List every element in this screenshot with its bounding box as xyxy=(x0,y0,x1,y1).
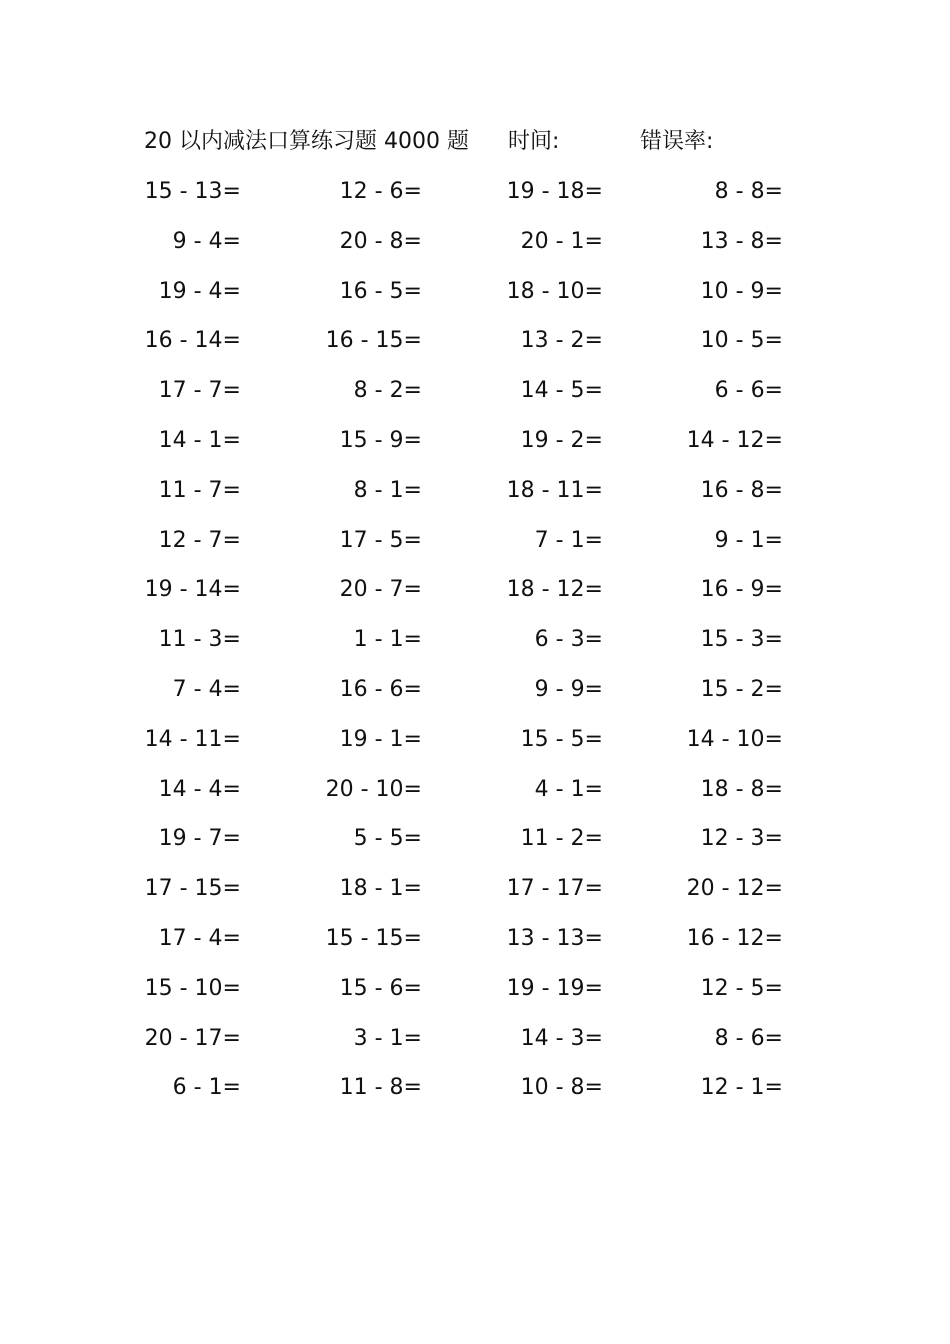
problem-item: 15 - 9= xyxy=(339,427,422,453)
problem-item: 17 - 4= xyxy=(158,925,241,951)
problem-item: 11 - 2= xyxy=(520,826,603,852)
problem-item: 16 - 8= xyxy=(700,477,783,503)
problem-item: 11 - 7= xyxy=(158,477,241,503)
problem-item: 10 - 5= xyxy=(700,328,783,354)
problem-item: 5 - 5= xyxy=(353,826,422,852)
problem-row xyxy=(0,373,950,423)
problem-item: 16 - 15= xyxy=(325,328,422,354)
problem-item: 8 - 8= xyxy=(714,179,783,204)
problem-row xyxy=(0,971,950,1021)
problem-item: 13 - 13= xyxy=(506,925,603,951)
problem-item: 7 - 1= xyxy=(534,527,603,553)
problem-row xyxy=(0,722,950,772)
problem-item: 20 - 10= xyxy=(325,776,422,802)
problem-item: 19 - 4= xyxy=(158,278,241,304)
problem-row xyxy=(0,523,950,573)
problem-item: 14 - 10= xyxy=(686,726,783,752)
error-rate-label: 错误率: xyxy=(640,129,714,154)
problem-item: 18 - 11= xyxy=(506,477,603,503)
problem-item: 17 - 7= xyxy=(158,378,241,404)
problem-item: 14 - 4= xyxy=(158,776,241,802)
problem-item: 20 - 12= xyxy=(686,876,783,902)
problem-item: 7 - 4= xyxy=(172,676,241,702)
problem-item: 18 - 8= xyxy=(700,776,783,802)
problem-item: 13 - 2= xyxy=(520,328,603,354)
problem-item: 20 - 17= xyxy=(144,1025,241,1051)
problem-row xyxy=(0,921,950,971)
problem-item: 18 - 12= xyxy=(506,577,603,603)
problem-item: 15 - 6= xyxy=(339,975,422,1001)
problem-item: 14 - 3= xyxy=(520,1025,603,1051)
problem-item: 17 - 17= xyxy=(506,876,603,902)
problem-row xyxy=(0,622,950,672)
problem-item: 12 - 6= xyxy=(339,179,422,204)
problem-item: 20 - 7= xyxy=(339,577,422,603)
problem-item: 19 - 1= xyxy=(339,726,422,752)
problem-row xyxy=(0,821,950,871)
problem-row xyxy=(0,572,950,622)
problem-item: 10 - 8= xyxy=(520,1075,603,1101)
problem-item: 15 - 10= xyxy=(144,975,241,1001)
problem-item: 14 - 1= xyxy=(158,427,241,453)
problem-row xyxy=(0,174,950,224)
problem-item: 15 - 15= xyxy=(325,925,422,951)
problem-row xyxy=(0,423,950,473)
problem-row xyxy=(0,871,950,921)
problem-item: 16 - 5= xyxy=(339,278,422,304)
problem-item: 16 - 14= xyxy=(144,328,241,354)
problem-item: 13 - 8= xyxy=(700,228,783,254)
problem-item: 12 - 7= xyxy=(158,527,241,553)
problem-row xyxy=(0,672,950,722)
problem-item: 20 - 8= xyxy=(339,228,422,254)
problem-item: 12 - 5= xyxy=(700,975,783,1001)
problem-row xyxy=(0,1070,950,1120)
problem-item: 16 - 6= xyxy=(339,676,422,702)
problem-item: 14 - 5= xyxy=(520,378,603,404)
problem-item: 19 - 18= xyxy=(506,179,603,204)
page-title: 20 以内减法口算练习题 4000 题 xyxy=(144,129,469,154)
problem-item: 12 - 1= xyxy=(700,1075,783,1101)
problem-item: 17 - 5= xyxy=(339,527,422,553)
problem-item: 19 - 7= xyxy=(158,826,241,852)
problem-item: 17 - 15= xyxy=(144,876,241,902)
problem-item: 15 - 5= xyxy=(520,726,603,752)
problem-row xyxy=(0,473,950,523)
problem-item: 8 - 1= xyxy=(353,477,422,503)
problem-item: 6 - 1= xyxy=(172,1075,241,1101)
problem-item: 20 - 1= xyxy=(520,228,603,254)
problem-item: 8 - 6= xyxy=(714,1025,783,1051)
problem-item: 6 - 3= xyxy=(534,627,603,653)
problem-item: 10 - 9= xyxy=(700,278,783,304)
problem-item: 1 - 1= xyxy=(353,627,422,653)
worksheet-header xyxy=(0,126,950,158)
problem-item: 16 - 9= xyxy=(700,577,783,603)
problem-item: 19 - 19= xyxy=(506,975,603,1001)
time-label: 时间: xyxy=(508,129,560,154)
problem-item: 14 - 11= xyxy=(144,726,241,752)
problem-item: 9 - 9= xyxy=(534,676,603,702)
problem-item: 11 - 8= xyxy=(339,1075,422,1101)
problem-item: 6 - 6= xyxy=(714,378,783,404)
problem-row xyxy=(0,274,950,324)
problem-row xyxy=(0,323,950,373)
problem-row xyxy=(0,1021,950,1071)
problem-item: 16 - 12= xyxy=(686,925,783,951)
problem-item: 9 - 1= xyxy=(714,527,783,553)
problem-row xyxy=(0,224,950,274)
problem-item: 9 - 4= xyxy=(172,228,241,254)
problem-item: 3 - 1= xyxy=(353,1025,422,1051)
problem-item: 12 - 3= xyxy=(700,826,783,852)
problem-item: 14 - 12= xyxy=(686,427,783,453)
problem-item: 8 - 2= xyxy=(353,378,422,404)
problem-item: 19 - 2= xyxy=(520,427,603,453)
problem-item: 4 - 1= xyxy=(534,776,603,802)
problem-item: 11 - 3= xyxy=(158,627,241,653)
problem-item: 15 - 3= xyxy=(700,627,783,653)
problem-item: 15 - 2= xyxy=(700,676,783,702)
problem-item: 15 - 13= xyxy=(144,179,241,204)
problem-row xyxy=(0,772,950,822)
problem-item: 18 - 1= xyxy=(339,876,422,902)
problem-item: 19 - 14= xyxy=(144,577,241,603)
problem-item: 18 - 10= xyxy=(506,278,603,304)
problem-grid xyxy=(0,174,950,1120)
